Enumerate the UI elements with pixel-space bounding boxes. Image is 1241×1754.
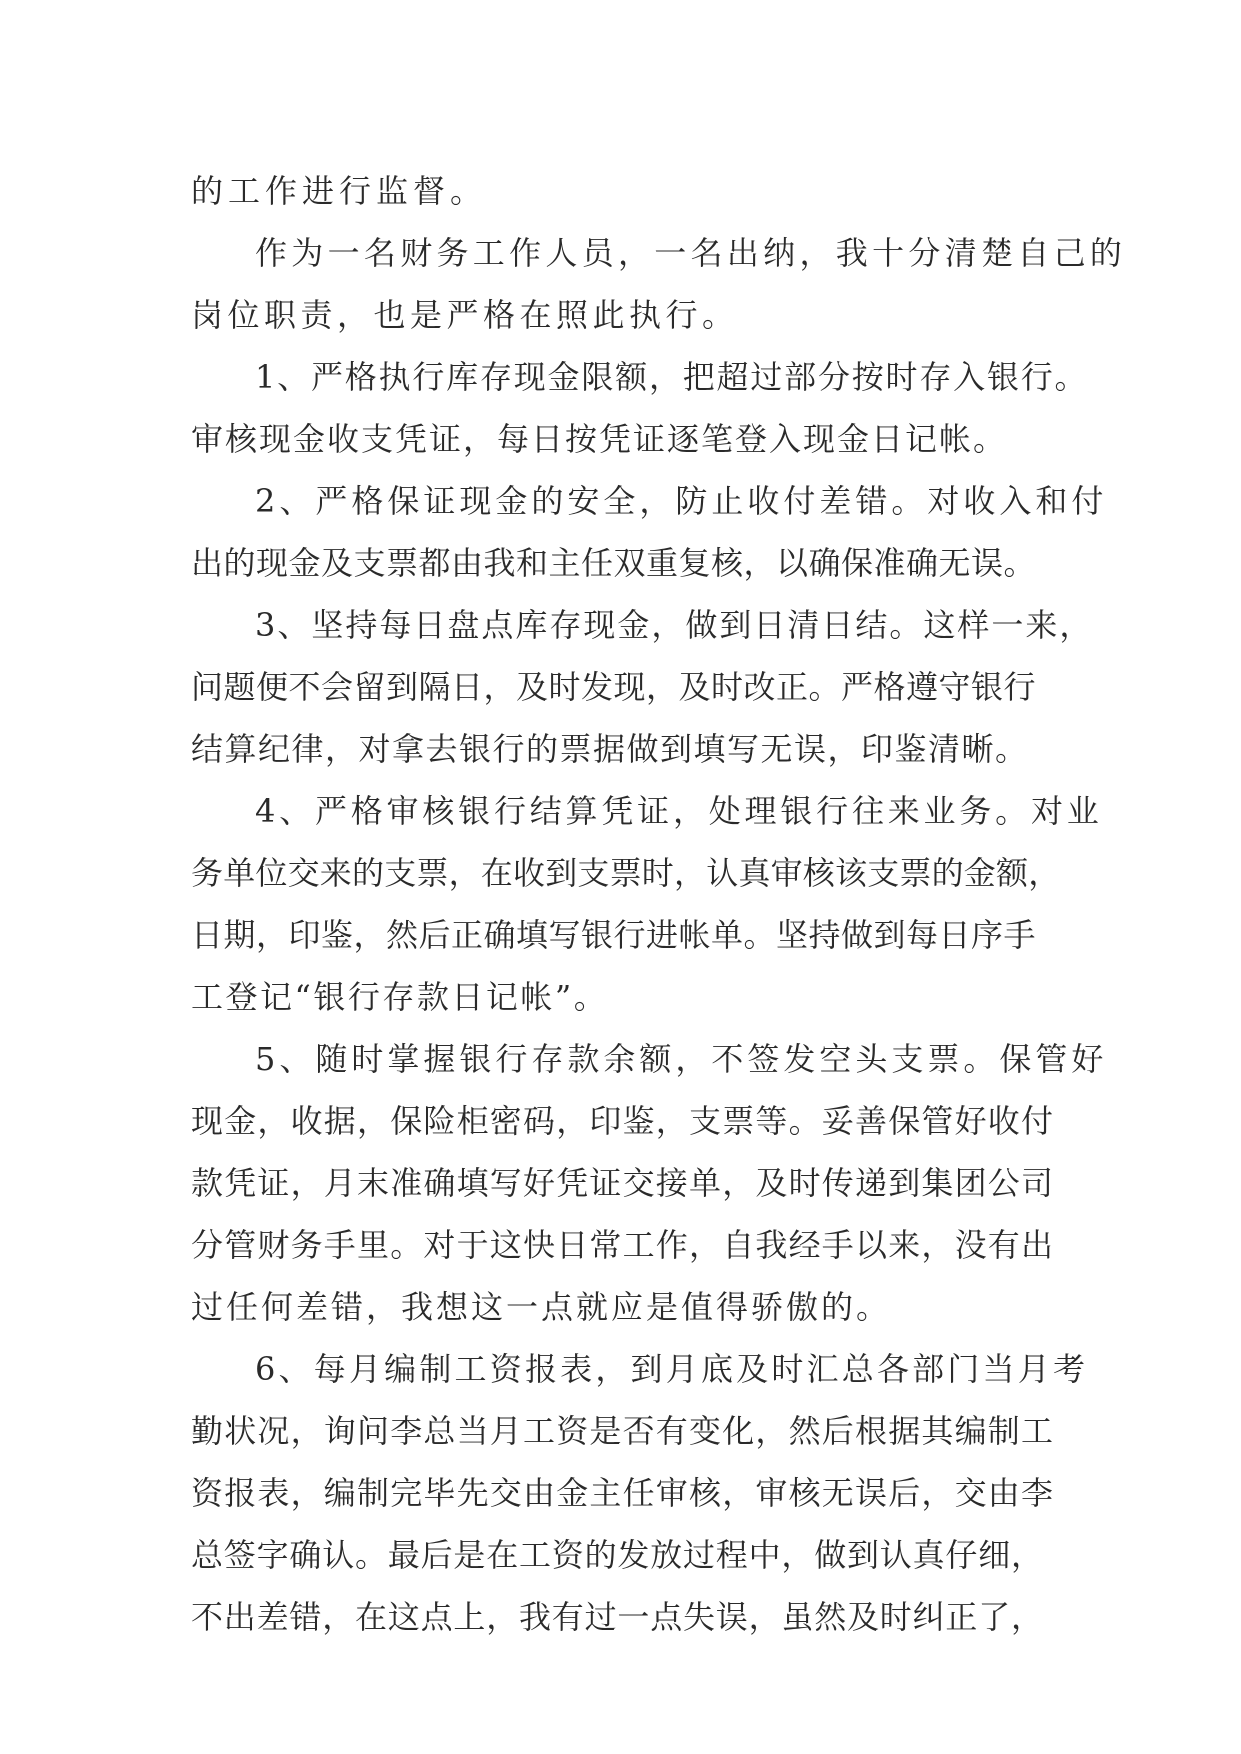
text-line: 总签字确认。最后是在工资的发放过程中，做到认真仔细， <box>191 1536 1044 1574</box>
paragraph-first-line: 作为一名财务工作人员，一名出纳，我十分清楚自己的 <box>255 234 1127 272</box>
text-line: 务单位交来的支票，在收到支票时，认真审核该支票的金额， <box>191 854 1061 892</box>
paragraph-first-line: 5、随时掌握银行存款余额，不签发空头支票。保管好 <box>255 1040 1108 1078</box>
text-line: 分管财务手里。对于这快日常工作，自我经手以来，没有出 <box>191 1226 1055 1264</box>
text-line: 岗位职责，也是严格在照此执行。 <box>191 296 739 334</box>
text-line: 过任何差错，我想这一点就应是值得骄傲的。 <box>191 1288 892 1326</box>
paragraph-first-line: 1、严格执行库存现金限额，把超过部分按时存入银行。 <box>255 358 1089 396</box>
text-line: 资报表，编制完毕先交由金主任审核，审核无误后，交由李 <box>191 1474 1055 1512</box>
text-line: 勤状况，询问李总当月工资是否有变化，然后根据其编制工 <box>191 1412 1055 1450</box>
paragraph-first-line: 2、严格保证现金的安全，防止收付差错。对收入和付 <box>255 482 1108 520</box>
text-line: 工登记“银行存款日记帐”。 <box>191 978 609 1016</box>
text-line: 审核现金收支凭证，每日按凭证逐笔登入现金日记帐。 <box>191 420 1008 458</box>
text-line: 款凭证，月末准确填写好凭证交接单，及时传递到集团公司 <box>191 1164 1055 1202</box>
paragraph-first-line: 6、每月编制工资报表，到月底及时汇总各部门当月考 <box>255 1350 1089 1388</box>
text-line: 结算纪律，对拿去银行的票据做到填写无误，印鉴清晰。 <box>191 730 1029 768</box>
text-line: 现金，收据，保险柜密码，印鉴，支票等。妥善保管好收付 <box>191 1102 1055 1140</box>
text-line: 问题便不会留到隔日，及时发现，及时改正。严格遵守银行 <box>191 668 1037 706</box>
text-line: 不出差错，在这点上，我有过一点失误，虽然及时纠正了， <box>191 1598 1044 1636</box>
paragraph-first-line: 4、严格审核银行结算凭证，处理银行往来业务。对业 <box>255 792 1103 830</box>
body-text <box>191 160 1127 1648</box>
text-line: 的工作进行监督。 <box>191 172 488 210</box>
text-line: 出的现金及支票都由我和主任双重复核，以确保准确无误。 <box>191 544 1037 582</box>
paragraph-first-line: 3、坚持每日盘点库存现金，做到日清日结。这样一来， <box>255 606 1094 644</box>
text-line: 日期，印鉴，然后正确填写银行进帐单。坚持做到每日序手 <box>191 916 1037 954</box>
